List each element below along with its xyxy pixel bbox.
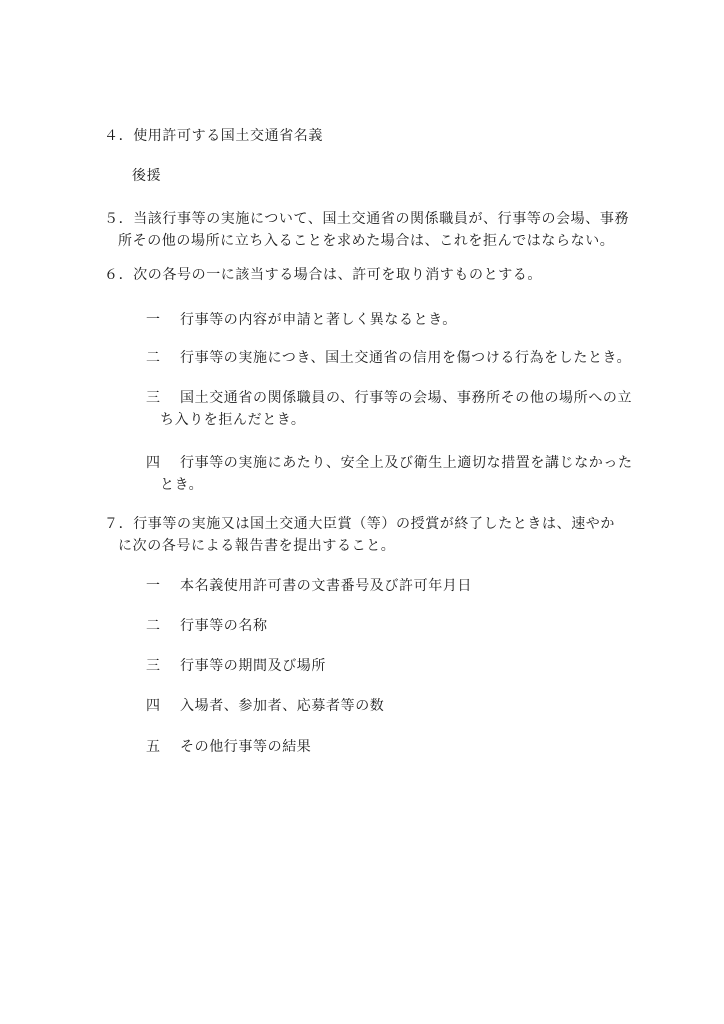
- subitem-marker: 五: [146, 739, 161, 755]
- subitem-marker: 一: [146, 312, 161, 328]
- item-6-heading: [104, 266, 542, 284]
- subitem-text: 行事等の名称: [180, 618, 268, 634]
- subitem-text: 行事等の期間及び場所: [180, 658, 326, 674]
- item-7-subitem-3: [146, 657, 326, 675]
- subitem-marker: 三: [146, 658, 161, 674]
- item-7-number: ７．: [104, 516, 134, 532]
- item-4-title: 使用許可する国土交通省名義: [133, 128, 324, 144]
- item-7-subitem-2: [146, 617, 268, 635]
- item-5-line-2: 所その他の場所に立ち入ることを求めた場合は、これを拒んではならない。: [118, 233, 615, 249]
- subitem-marker: 四: [146, 698, 161, 714]
- item-6-subitem-2: [146, 349, 631, 367]
- subitem-text: 入場者、参加者、応募者等の数: [180, 698, 385, 714]
- item-5-text-1: 当該行事等の実施について、国土交通省の関係職員が、行事等の会場、事務: [133, 211, 630, 227]
- item-5-line-1: [104, 210, 629, 228]
- item-6-subitem-4-cont: とき。: [160, 477, 204, 493]
- subitem-marker: 三: [146, 390, 161, 406]
- item-6-subitem-3: [146, 389, 632, 407]
- item-7-line-2: に次の各号による報告書を提出すること。: [118, 538, 396, 554]
- subitem-text: 行事等の実施にあたり、安全上及び衛生上適切な措置を講じなかった: [180, 455, 633, 471]
- item-7-subitem-1: [146, 577, 472, 595]
- item-6-subitem-3-cont: ち入りを拒んだとき。: [160, 412, 306, 428]
- subitem-marker: 二: [146, 618, 161, 634]
- item-7-subitem-5: [146, 738, 311, 756]
- item-7-line-1: [104, 515, 615, 533]
- subitem-marker: 四: [146, 455, 161, 471]
- item-4-number: ４．: [104, 128, 134, 144]
- item-6-subitem-4: [146, 454, 633, 472]
- subitem-marker: 二: [146, 350, 161, 366]
- item-6-number: ６．: [104, 267, 134, 283]
- item-5-number: ５．: [104, 211, 134, 227]
- item-7-subitem-4: [146, 697, 384, 715]
- subitem-text: 行事等の実施につき、国土交通省の信用を傷つける行為をしたとき。: [180, 350, 632, 366]
- subitem-text: 行事等の内容が申請と著しく異なるとき。: [180, 312, 457, 328]
- item-4-heading: [104, 127, 323, 145]
- item-4-body: 後援: [132, 168, 162, 184]
- subitem-text: その他行事等の結果: [180, 739, 312, 755]
- item-7-text-1: 行事等の実施又は国土交通大臣賞（等）の授賞が終了したときは、速やか: [133, 516, 616, 532]
- subitem-text: 本名義使用許可書の文書番号及び許可年月日: [180, 578, 472, 594]
- item-6-text: 次の各号の一に該当する場合は、許可を取り消すものとする。: [133, 267, 543, 283]
- subitem-text: 国土交通省の関係職員の、行事等の会場、事務所その他の場所への立: [180, 390, 633, 406]
- subitem-marker: 一: [146, 578, 161, 594]
- item-6-subitem-1: [146, 311, 457, 329]
